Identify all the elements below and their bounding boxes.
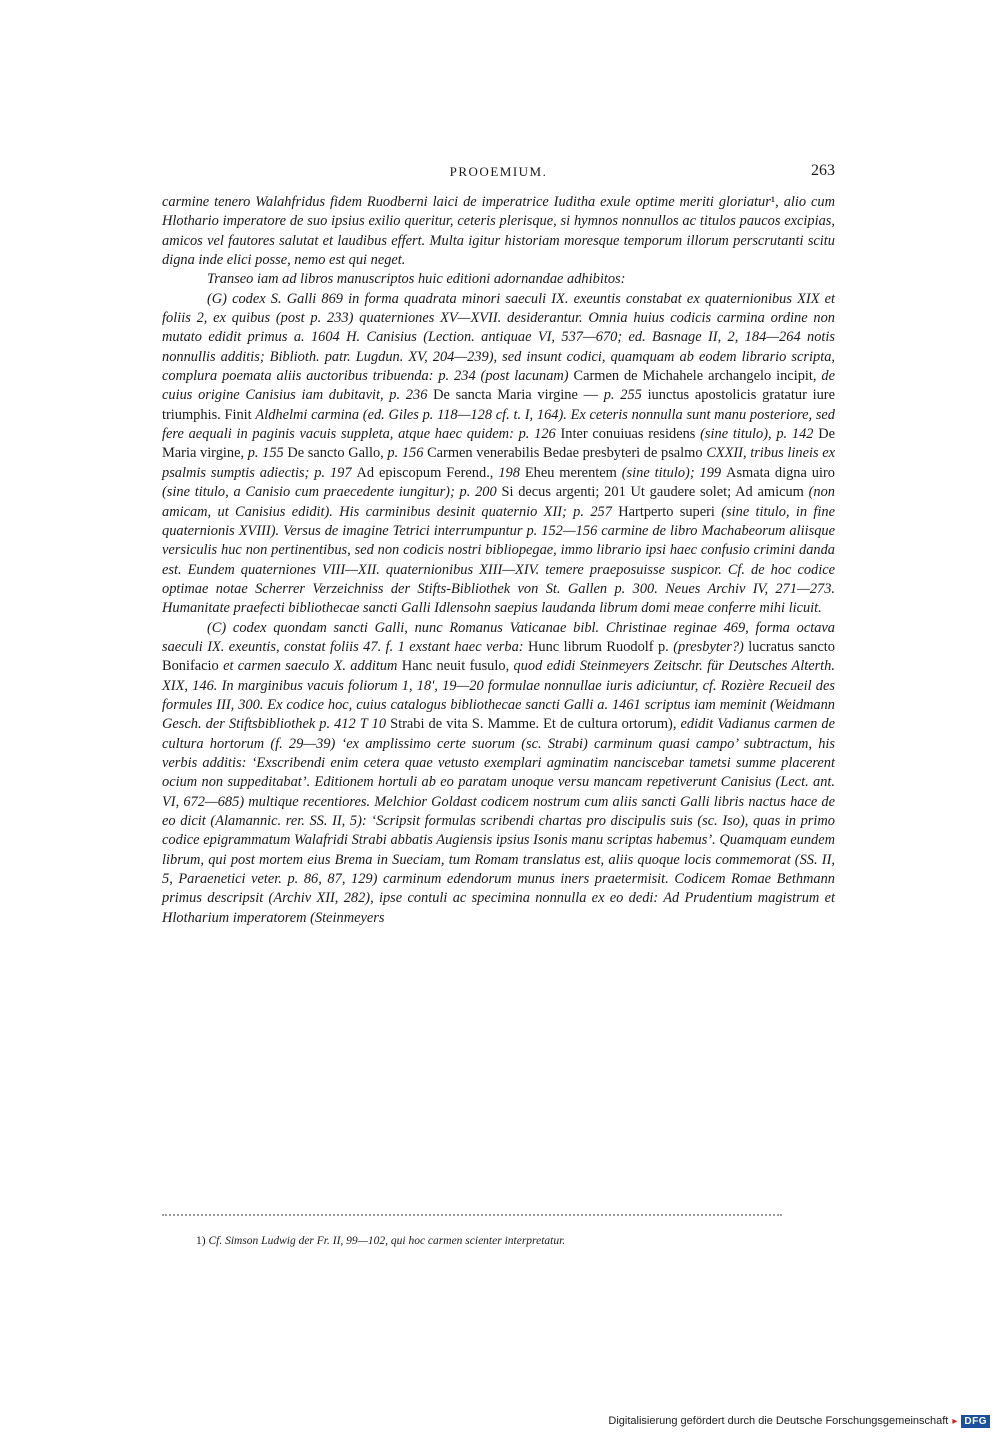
text-run: p. 156	[387, 445, 428, 462]
text-run: et carmen saeculo X. additum	[223, 658, 402, 675]
dfg-logo: DFG	[961, 1415, 990, 1428]
text-run: quod edidi Steinmeyers Zeitschr. für Deutsches Alterth. XIX, 146. In marginibus vacuis foliorum 1, 18', 19—20 formulae nonnullae iuris adiciuntur, cf. Rozière Recueil des formules III, 300. Ex codice hoc, cuius catalogus bibliothecae sancti Galli a. 1461 scriptus iam meminit (Weidmann Gesch. der Stiftsbibliothek p. 412 T 10	[162, 658, 835, 733]
text-run: Carmen venerabilis Bedae presbyteri de psalmo	[427, 445, 707, 462]
text-run: p. 255	[603, 387, 648, 404]
text-run: , alio cum Hlothario imperatore de suo ipsius exilio queritur, ceteris plerisque, si hymnos nonnullos ac titulos paucos excipias, amicos vel fautores salutat et laudibus effert. Multa igitur historiam moresque temporum illorum perscrutanti scitu digna inde elici posse, nemo est qui neget.	[162, 194, 835, 269]
text-run: Ad episcopum Ferend.,	[356, 464, 499, 481]
text-run: De sancto Gallo,	[287, 445, 388, 462]
text-run: Asmata digna uiro	[726, 464, 835, 481]
text-run: p. 155	[247, 445, 288, 462]
cut-off-line	[162, 1214, 782, 1220]
text-run: Aldhelmi carmina (ed. Giles p. 118—128 cf. t. I, 164). Ex ceteris nonnulla sunt manu posteriore, sed fere aequali in paginis vacuis suppleta, atque haec quidem: p. 126	[162, 406, 836, 443]
text-run: CXXII, tribus lineis ex psalmis sumptis adiectis; p. 197	[162, 445, 836, 481]
text-run: Hunc librum Ruodolf p.	[528, 638, 674, 655]
credit-text: Digitalisierung gefördert durch die Deutsche Forschungsgemeinschaft	[608, 1415, 949, 1427]
paragraph	[162, 619, 835, 929]
footnote-mark: 1)	[196, 1235, 206, 1247]
text-run: Transeo iam ad libros manuscriptos huic editioni adornandae adhibitos:	[207, 271, 626, 288]
text-run: lucratus sancto Bonifacio	[162, 638, 835, 675]
text-run: Eheu merentem	[524, 464, 622, 481]
text-run: Hartperto superi	[618, 503, 722, 520]
text-run: (sine titulo, in fine quaternionis XVIII). Versus de imagine Tetrici interrumpuntur p. 152—156 carmine de libro Machabeorum aliisque versiculis huc non pertinentibus, sed non codicis nostri bibliopegae, immo librario ipsi haec confusio crimini danda est. Eundem quaterniones VIII—XII. quaternionibus XIII—XIV. temere praeposuisse suspicor. Cf. de hoc codice optimae notae Scherrer Verzeichniss der Stifts-Bibliothek von St. Gallen p. 300. Neues Archiv IV, 271—273. Humanitate praefecti bibliothecae sancti Galli Idlensohn saepius laudanda librum domi meae conferre mihi licuit.	[162, 503, 835, 617]
running-head: PROOEMIUM.	[449, 164, 548, 179]
text-run: iunctus apostolicis gratatur iure triumphis. Finit	[162, 387, 835, 423]
page-header	[162, 162, 835, 184]
text-run: Strabi de vita S. Mamme. Et de cultura ortorum),	[390, 716, 681, 733]
paragraph	[162, 193, 835, 270]
text-run: (non amicam, ut Canisius edidit). His carminibus desinit quaternio XII; p. 257	[162, 484, 835, 520]
text-run: De sancta Maria virgine —	[433, 387, 604, 404]
page-number: 263	[811, 162, 835, 179]
text-run: carmine tenero Walahfridus fidem Ruodberni laici de imperatrice Iuditha exule optime meriti gloriatur	[162, 194, 771, 210]
digitization-credit	[608, 1413, 990, 1429]
text-run: (sine titulo, a Canisio cum praecedente iungitur); p. 200	[162, 484, 502, 501]
footnote	[196, 1235, 816, 1247]
text-run: Inter conuiuas residens	[560, 426, 701, 443]
text-run: (presbyter?)	[673, 638, 749, 655]
text-run: (C) codex quondam sancti Galli, nunc Romanus Vaticanae bibl. Christinae reginae 469, forma octava saeculi IX. exeuntis, constat foliis 47. f. 1 exstant haec verba:	[162, 619, 835, 655]
footnote-text: Cf. Simson Ludwig der Fr. II, 99—102, qui hoc carmen scienter interpretatur.	[208, 1235, 566, 1247]
text-run: (sine titulo), p. 142	[700, 426, 819, 443]
text-run: 198	[498, 464, 525, 481]
text-run: edidit Vadianus carmen de cultura hortorum (f. 29—39) ‘ex amplissimo certe suorum (sc. Strabi) carminum quasi campo’ subtractum, his verbis additis: ‘Exscribendi enim cetera quae vetusto exemplari agminatim nanciscebar tametsi summe placerent ocium non suppeditabat’. Editionem hortuli ab eo paratam unoque versu mancam repetiverunt Canisius (Lect. ant. VI, 672—685) multique recentiores. Melchior Goldast codicem nostrum cum aliis sancti Galli libris nactus hace de eo dicit (Alamannic. rer. SS. II, 5): ‘Scripsit formulas scribendi chartas pro discipulis suis (sc. Iso), quas in primo codice epigrammatum Walafridi Strabi abbatis Augiensis ipsius Isonis manu scriptas habemus’. Quamquam eundem librum, qui post mortem eius Brema in Sueciam, tum Romam translatus est, aliis quoque locis commemorat (SS. II, 5, Paraenetici veter. p. 86, 87, 129) carminum edendorum munus iners praetermisit. Codicem Romae Bethmann primus descripsit (Archiv XII, 282), ipse contuli ac specimina nonnulla ex eo dedi: Ad Prudentium magistrum et Hlotharium imperatorem (Steinmeyers	[162, 716, 835, 926]
text-run: de cuius origine Canisius iam dubitavit, p. 236	[162, 368, 835, 404]
text-run: Carmen de Michahele archangelo incipit,	[573, 368, 822, 385]
text-run: Si decus argenti; 201 Ut gaudere solet; Ad amicum	[501, 484, 809, 501]
text-run: De Maria virgine,	[162, 426, 835, 462]
text-run: ¹	[770, 194, 776, 210]
arrow-icon: ▸	[952, 1415, 958, 1427]
text-run: (sine titulo); 199	[621, 464, 727, 481]
text-run: (G) codex S. Galli 869 in forma quadrata minori saeculi IX. exeuntis constabat ex quaternionibus XIX et foliis 2, ex quibus (post p. 233) quaterniones XV—XVII. desiderantur. Omnia huius codicis carmina ordine non mutato edidit primus a. 1604 H. Canisius (Lection. antiquae VI, 537—670; ed. Basnage II, 2, 184—264 notis nonnullis additis; Biblioth. patr. Lugdun. XV, 204—239), sed insunt codici, quamquam ab eodem librario scripta, complura poemata aliis auctoribus tribuenda: p. 234 (post lacunam)	[162, 290, 835, 385]
text-run: Hanc neuit fusulo,	[401, 658, 514, 675]
body-text	[162, 193, 835, 928]
paragraph	[162, 270, 835, 289]
paragraph	[162, 290, 835, 619]
